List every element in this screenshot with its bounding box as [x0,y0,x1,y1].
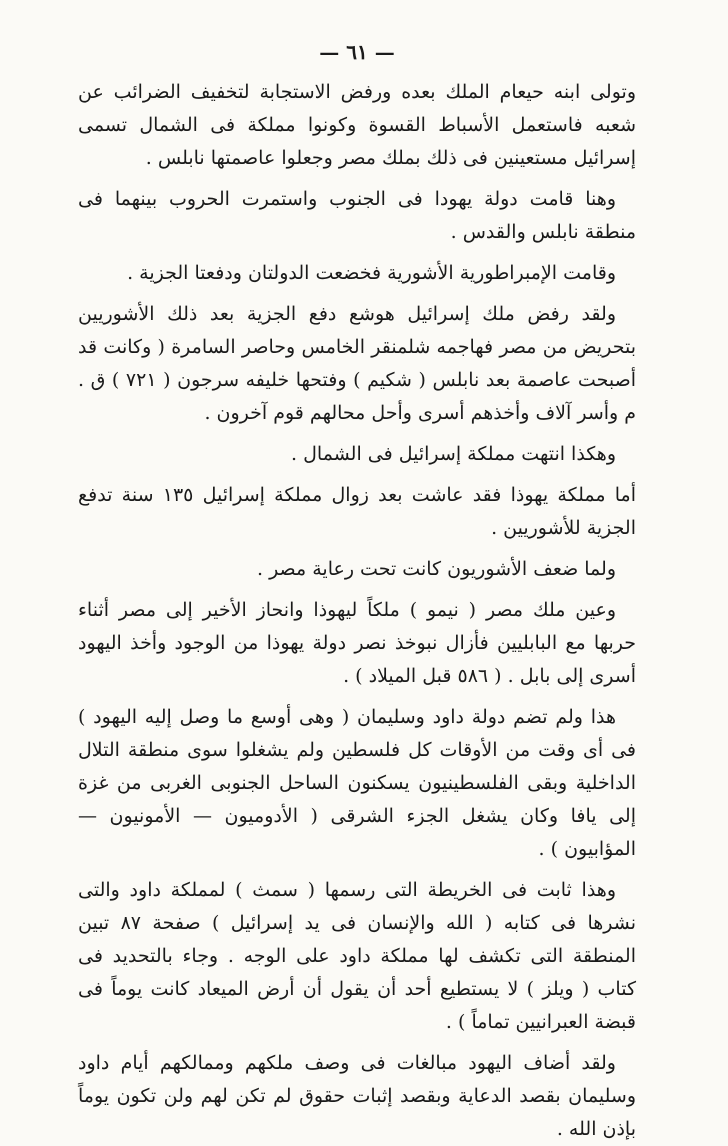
page-number: — ٦١ — [319,40,395,64]
paragraph-1: وتولى ابنه حيعام الملك بعده ورفض الاستجابة لتخفيف الضرائب عن شعبه فاستعمل الأسباط القسوة وكونوا مملكة فى الشمال تسمى إسرائيل مستعينين فى ذلك بملك مصر وجعلوا عاصمتها نابلس . [78,81,636,169]
paragraph-6: أما مملكة يهوذا فقد عاشت بعد زوال مملكة إسرائيل ١٣٥ سنة تدفع الجزية للأشوريين . [78,484,636,539]
paragraph-10: وهذا ثابت فى الخريطة التى رسمها ( سمث ) لمملكة داود والتى نشرها فى كتابه ( الله والإنسان فى يد إسرائيل ) صفحة ٨٧ تبين المنطقة التى تكشف لها مملكة داود على الوجه . وجاء بالتحديد فى كتاب ( ويلز ) لا يستطيع أحد أن يقول أن أرض الميعاد كانت يوماً فى قبضة العبرانيين تماماً ) . [78,879,636,1033]
paragraph-5: وهكذا انتهت مملكة إسرائيل فى الشمال . [291,443,616,465]
paragraph-9: هذا ولم تضم دولة داود وسليمان ( وهى أوسع ما وصل إليه اليهود ) فى أى وقت من الأوقات كل فلسطين ولم يشغلوا سوى منطقة التلال الداخلية وبقى الفلسطينيون يسكنون الساحل الجنوبى الغربى من غزة إلى يافا وكان يشغل الجزء الشرقى ( الأدوميون — الأمونيون — المؤابيون ) . [78,706,636,860]
paragraph-11: ولقد أضاف اليهود مبالغات فى وصف ملكهم وممالكهم أيام داود وسليمان بقصد الدعاية وبقصد إثبات حقوق لم تكن لهم ولن تكون يوماً بإذن الله . [78,1052,636,1140]
paragraph-3: وقامت الإمبراطورية الأشورية فخضعت الدولتان ودفعتا الجزية . [127,262,616,284]
paragraph-8: وعين ملك مصر ( نيمو ) ملكاً ليهوذا وانحاز الأخير إلى مصر أثناء حربها مع البابليين فأزال نبوخذ نصر دولة يهوذا من الوجود وأخذ اليهود أسرى إلى بابل . ( ٥٨٦ قبل الميلاد ) . [78,599,636,687]
paragraph-7: ولما ضعف الأشوريون كانت تحت رعاية مصر . [256,558,616,580]
paragraph-2: وهنا قامت دولة يهودا فى الجنوب واستمرت الحروب بينهما فى منطقة نابلس والقدس . [78,188,636,243]
paragraph-4: ولقد رفض ملك إسرائيل هوشع دفع الجزية بعد ذلك الأشوريين بتحريض من مصر فهاجمه شلمنقر الخامس وحاصر السامرة ( وكانت قد أصبحت عاصمة بعد نابلس ( شكيم ) وفتحها خليفه سرجون ( ٧٢١ ) ق . م وأسر آلاف وأخذهم أسرى وأحل محالهم قوم آخرون . [78,303,636,424]
